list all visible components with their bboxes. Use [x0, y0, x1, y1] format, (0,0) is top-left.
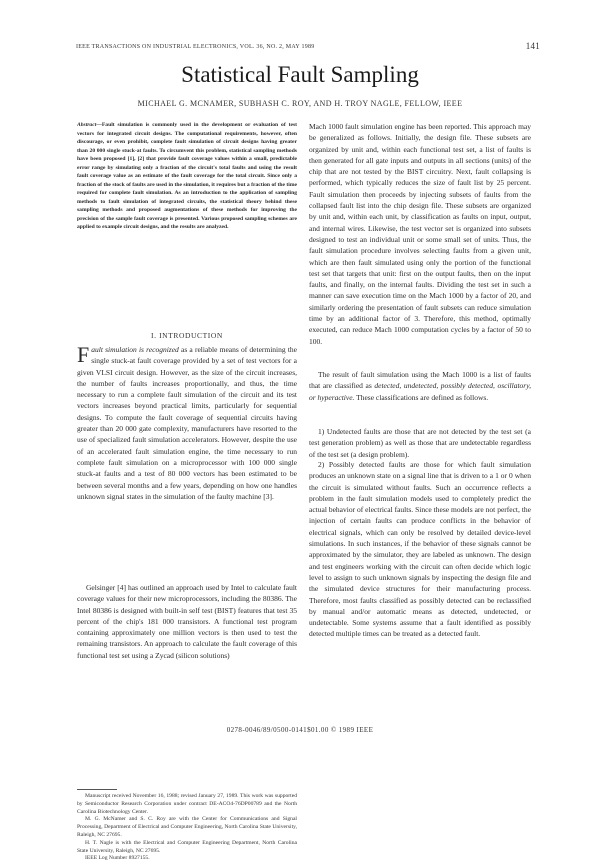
- intro-paragraph-2: Gelsinger [4] has outlined an approach used by Intel to calculate fault coverage values for their new microprocessors, including the 80386. The Intel 80386 is designed with built-in self test (BIST) features that test 35 percent of the chip's 181 000 transistors. A functional test program containing approximately one million vectors is then used to test the remaining transistors. An approach to calculate the fault coverage of this functional test set using a Zycad (silicon solutions): [77, 583, 297, 660]
- drop-cap: F: [77, 344, 90, 367]
- intro-lead-phrase: ault simulation is recognized: [91, 345, 179, 354]
- page-number: 141: [525, 41, 540, 51]
- classifications-text-a: The result of fault simulation using the Mach 1000 is a list of faults that are classified as: [309, 370, 531, 391]
- intro-p1-text: as a reliable means of determining the single stuck-at fault coverage provided by a set of test vectors for a given VLSI circuit design. However, as the size of the circuit increases, the number of faults increases proportionally, and thus, the time necessary to run a complete fault simulation of the circuit and its test vectors increases beyond practical limits, particularly for sequential designs. To compute the fault coverage of sequential circuits having greater than 20 000 gate complexity, manufacturers have resorted to the use of specialized fault simulation accelerators. However, despite the use of an accelerated fault simulation engine, the time necessary to run complete fault simulation on a microprocessor with 100 000 single stuck-at faults and a test of 80 000 vectors has been estimated to be between several months and a few years, depending on how one handles unknown signal states in the simulation of the faulty machine [3].: [77, 345, 297, 501]
- classification-terms: detected, undetected, possibly detected, oscillatory, or hyperactive.: [309, 381, 531, 402]
- intro-paragraph-1: [77, 344, 297, 582]
- paper-title: Statistical Fault Sampling: [181, 62, 419, 87]
- abstract: [77, 121, 297, 321]
- footnote-log-number: IEEE Log Number 8927155.: [85, 855, 150, 862]
- copyright-line: 0278-0046/89/0500-0141$01.00 © 1989 IEEE: [226, 726, 374, 734]
- right-paragraph-possibly-detected: 2) Possibly detected faults are those for which fault simulation produces an unknown state on a signal line that is driven to a 1 or 0 when the circuit is simulated without faults. Such an occurrence reflects a problem in the fault simulation models used to completely predict the actual behavior of electrical faults. Since these models are not perfect, the injection of certain faults can produce conflicts in the behavior of electrical signals, which can only be resolved by detailed device-level simulations. In such instances, if the behavior of these signals cannot be approximated by the simulator, they are labeled as unknown. The design and test engineers working with the circuit can often decide which logic level to assign to such unknown signals by inspecting the design file and the simulated device structures for their manufacturing process. Therefore, most faults classified as possibly detected can be reclassified by manual and/or automatic means as detected, undetected, or undetectable. Some systems assume that a fault identified as possibly detected multiple times can be treated as a detected fault.: [309, 460, 531, 639]
- abstract-label: Abstract: [77, 122, 97, 128]
- footnote-manuscript: Manuscript received November 16, 1988; revised January 27, 1989. This work was supported by Semiconductor Research Corporation under contract DE-ACO4-76DP00789 and the North Carolina Biotechnology Center.: [77, 793, 297, 815]
- footnote-author-affiliation-1: M. G. McNamer and S. C. Roy are with the Center for Communications and Signal Processing, Department of Electrical and Computer Engineering, North Carolina State University, Raleigh, NC 27695.: [77, 816, 297, 838]
- right-paragraph-1: Mach 1000 fault simulation engine has been reported. This approach may be generalized as follows. Initially, the design file. These subsets are organized by unit and, within each functional test set, a list of faults is then generated for all gate inputs and outputs in all sections (units) of the chip that are not tested by the BIST circuitry. Next, fault collapsing is performed, which typically reduces the size of fault list by 25 percent. Fault simulation then proceeds by injecting subsets of faults from the collapsed fault list into the chip design file. These subsets are organized by unit and, within each unit, by classification as faults on input, output, and internal wires. Likewise, the test vector set is organized into subsets designed to test an individual unit or some small set of units. Thus, the fault simulation procedure involves selecting faults from a given unit, which are then fault simulated using only the portion of the functional test set that targets that unit: first on the output faults, then on the input faults, and finally, on the internal faults. Dividing the test set in such a manner can save execution time on the Mach 1000 by a factor of 20, and similarly ordering the presentation of fault subsets can reduce simulation time by an additional factor of 3. Therefore, this method, optimally executed, can reduce Mach 1000 computation cycles by a factor of 50 to 100.: [309, 122, 531, 346]
- right-paragraph-classifications: [309, 369, 531, 426]
- footnote-author-affiliation-2: H. T. Nagle is with the Electrical and Computer Engineering Department, North Carolina State University, Raleigh, NC 27695.: [77, 839, 297, 854]
- left-column: [77, 121, 297, 863]
- right-column: [309, 121, 531, 664]
- section-heading-introduction: I. INTRODUCTION: [151, 331, 223, 340]
- running-head: [76, 41, 540, 51]
- right-paragraph-undetected: 1) Undetected faults are those that are not detected by the test set (a test generation problem) as well as those that are undetectable regardless of the test set (a design problem).: [309, 427, 531, 459]
- author-line: MICHAEL G. MCNAMER, SUBHASH C. ROY, AND H. TROY NAGLE, FELLOW, IEEE: [137, 99, 463, 108]
- footnote-divider: [77, 789, 117, 790]
- journal-line: IEEE TRANSACTIONS ON INDUSTRIAL ELECTRONICS, VOL. 36, NO. 2, MAY 1989: [76, 44, 315, 50]
- classifications-text-b: These classifications are defined as follows.: [354, 392, 489, 402]
- abstract-text: —Fault simulation is commonly used in the development or evaluation of test vectors for integrated circuit designs. The computational requirements, however, often discourage, or even prohibit, complete fault simulation of circuit designs having greater than 20 000 single stuck-at faults. To circumvent this problem, statistical sampling methods have been proposed [1], [2] that provide fault coverage values within a small, predictable error range by simulating only a fraction of the circuit's total faults and using the result fault coverage value as an estimate of the fault coverage for the total circuit. Since only a fraction of the stock of faults are used in the simulation, it requires but a fraction of the time required for complete fault simulation. As an introduction to the application of sampling methods to fault simulation of integrated circuits, the statistical theory behind these sampling methods and proposed augmentations of these methods for improving the precision of the sample fault coverage is presented. Various proposed sampling schemes are applied to example circuit designs, and the results are analyzed.: [77, 122, 297, 230]
